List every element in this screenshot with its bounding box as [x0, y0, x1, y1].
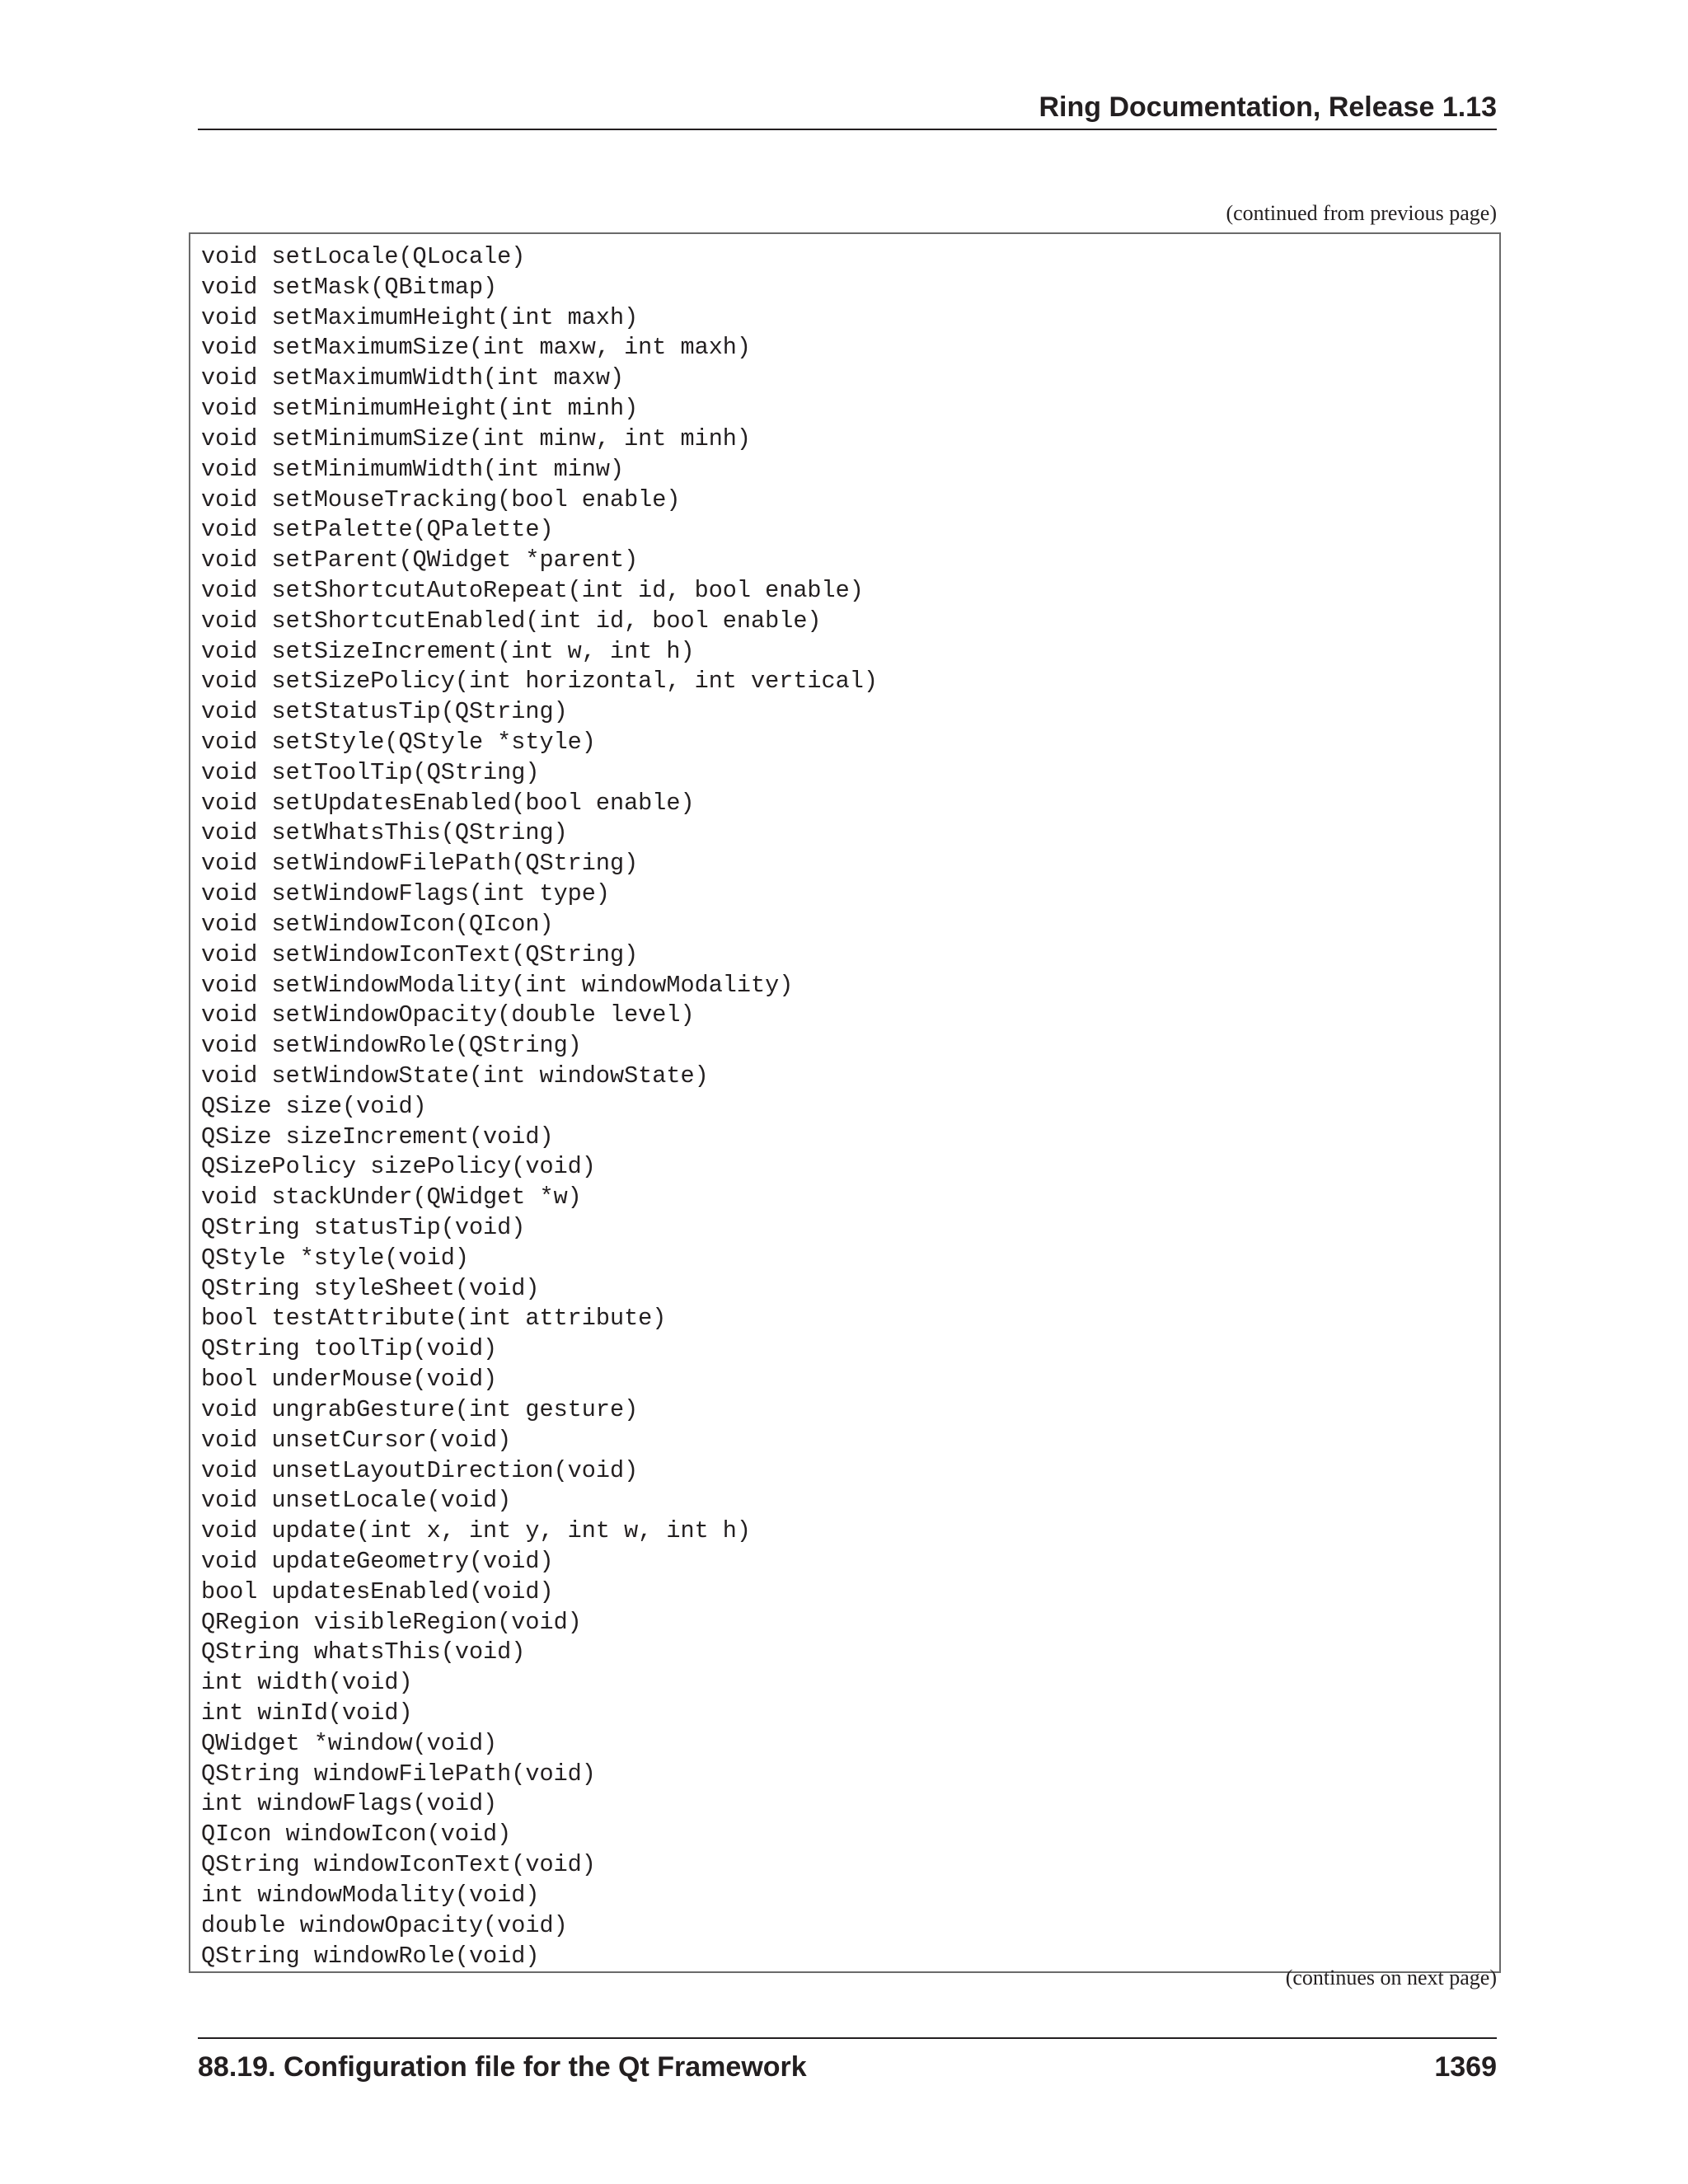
page-header [198, 91, 1497, 130]
code-block [189, 232, 1501, 1973]
code-line: void unsetCursor(void) [201, 1426, 512, 1454]
code-line: void setUpdatesEnabled(bool enable) [201, 789, 695, 817]
code-line: void setMinimumWidth(int minw) [201, 455, 625, 483]
code-line: QStyle *style(void) [201, 1244, 469, 1272]
code-line: void updateGeometry(void) [201, 1547, 554, 1575]
code-line: void setStyle(QStyle *style) [201, 729, 596, 756]
document-title: Ring Documentation, Release 1.13 [1039, 91, 1497, 123]
code-line: void setWindowFilePath(QString) [201, 850, 639, 878]
code-line: QSize size(void) [201, 1092, 427, 1120]
code-line: void update(int x, int y, int w, int h) [201, 1517, 752, 1545]
code-line: void setParent(QWidget *parent) [201, 546, 639, 574]
code-line: QString windowIconText(void) [201, 1851, 596, 1879]
code-line: void setSizeIncrement(int w, int h) [201, 637, 695, 665]
code-line: bool testAttribute(int attribute) [201, 1305, 667, 1333]
code-line: void setWindowFlags(int type) [201, 880, 610, 908]
continued-from-previous-note: (continued from previous page) [1226, 201, 1497, 225]
code-lines [201, 242, 878, 1971]
code-line: void setMaximumWidth(int maxw) [201, 364, 625, 392]
code-line: void setPalette(QPalette) [201, 516, 554, 544]
code-line: bool updatesEnabled(void) [201, 1577, 554, 1605]
code-line: QSize sizeIncrement(void) [201, 1122, 554, 1151]
code-line: void setWindowRole(QString) [201, 1032, 582, 1060]
code-line: void setShortcutAutoRepeat(int id, bool enable) [201, 576, 864, 604]
code-line: bool underMouse(void) [201, 1366, 498, 1394]
code-line: void setMinimumSize(int minw, int minh) [201, 424, 752, 452]
code-line: QSizePolicy sizePolicy(void) [201, 1153, 596, 1181]
code-line: void setMaximumHeight(int maxh) [201, 303, 639, 331]
code-line: void setStatusTip(QString) [201, 698, 568, 726]
code-line: void setMinimumHeight(int minh) [201, 395, 639, 423]
code-line: QString toolTip(void) [201, 1335, 498, 1363]
code-line: void setWindowState(int windowState) [201, 1062, 709, 1090]
code-line: void setSizePolicy(int horizontal, int vertical) [201, 668, 878, 696]
code-line: void setLocale(QLocale) [201, 243, 526, 270]
code-line: QString whatsThis(void) [201, 1638, 526, 1666]
code-line: QIcon windowIcon(void) [201, 1821, 512, 1849]
page-number: 1369 [1434, 2051, 1497, 2083]
code-line: void unsetLayoutDirection(void) [201, 1456, 639, 1484]
code-line: void setMask(QBitmap) [201, 273, 498, 301]
code-line: void setWindowIcon(QIcon) [201, 910, 554, 938]
code-line: void setShortcutEnabled(int id, bool enable) [201, 607, 822, 635]
code-line: QRegion visibleRegion(void) [201, 1608, 582, 1636]
code-line: void setMaximumSize(int maxw, int maxh) [201, 334, 752, 362]
code-line: QString statusTip(void) [201, 1214, 526, 1241]
page-footer [198, 2037, 1497, 2087]
code-line: void setWindowOpacity(double level) [201, 1001, 695, 1029]
code-line: void ungrabGesture(int gesture) [201, 1395, 639, 1423]
code-line: void setMouseTracking(bool enable) [201, 485, 681, 513]
code-line: QString styleSheet(void) [201, 1274, 540, 1302]
footer-section-title: 88.19. Configuration file for the Qt Framework [198, 2051, 807, 2083]
continues-on-next-note: (continues on next page) [1285, 1966, 1497, 1990]
code-line: void setToolTip(QString) [201, 758, 540, 786]
code-line: int winId(void) [201, 1699, 413, 1727]
code-line: void unsetLocale(void) [201, 1487, 512, 1515]
code-line: void stackUnder(QWidget *w) [201, 1183, 582, 1212]
code-line: int width(void) [201, 1669, 413, 1697]
code-line: int windowModality(void) [201, 1881, 540, 1909]
code-line: QWidget *window(void) [201, 1729, 498, 1757]
code-line: void setWhatsThis(QString) [201, 819, 568, 847]
code-line: QString windowRole(void) [201, 1942, 540, 1970]
code-line: double windowOpacity(void) [201, 1911, 568, 1939]
code-line: void setWindowIconText(QString) [201, 940, 639, 968]
code-line: int windowFlags(void) [201, 1790, 498, 1818]
code-line: void setWindowModality(int windowModality) [201, 971, 794, 999]
code-line: QString windowFilePath(void) [201, 1760, 596, 1788]
